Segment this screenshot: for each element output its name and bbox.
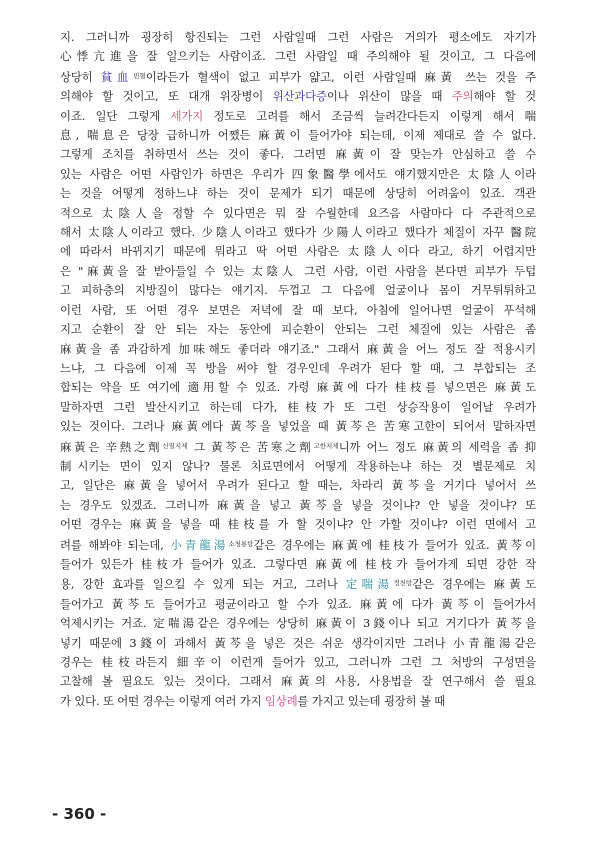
- text-line: [60, 672, 536, 691]
- text-segment: 경우는 桂枝라든지 細辛이 이런게 들어가 있고, 그러니까 그런 그 처방의 구성면을: [60, 655, 536, 669]
- text-segment: 같은 경우에는 麻黃도: [412, 577, 536, 592]
- text-segment: 같은 경우에는 麻黃에 桂枝가 들어가 있죠. 黃芩이: [253, 537, 536, 552]
- text-segment: 는 것을 어떻게 정하느냐 하는 것이 문제가 되기 때문에 상당히 어려움이 있죠. 객관: [60, 186, 536, 201]
- text-line: [60, 555, 536, 574]
- text-line: [60, 496, 536, 515]
- text-segment: 그 黃芩은 苦寒之劑: [187, 439, 314, 454]
- text-segment: 고찰해 볼 필요도 있는 것이다. 그래서 麻黃의 사용, 사용법을 잘 연구해서 쓸 필요: [60, 674, 536, 689]
- text-line: [60, 223, 536, 242]
- text-segment: 있는 사람은 어떤 사람인가 하면은 우리가 四象醫學에서도 얘기했지만은 太陰人이라: [60, 166, 536, 181]
- text-segment: 어떤 경우는 麻黃을 넣을 때 桂枝를 가 할 것이냐? 안 가할 것이냐? 이런 면에서 고: [60, 517, 536, 532]
- text-segment: 상당히: [60, 69, 101, 84]
- highlighted-term: 임상례: [264, 693, 298, 708]
- text-segment: 고 피하층의 지방질이 많다는 얘기지. 두껍고 그 다음에 얼굴이나 몸이 거무튀튀하고: [60, 283, 536, 298]
- text-line: [60, 242, 536, 261]
- text-line: [60, 301, 536, 320]
- text-line: [60, 184, 536, 203]
- text-line: [60, 476, 536, 495]
- text-line: [60, 692, 536, 711]
- text-segment: 고, 일단은 麻黃을 넣어서 우려가 된다고 할 때는, 차라리 黃芩을 거기다 넣어서 쓰: [60, 478, 536, 493]
- text-segment: 말하자면 그런 발산시키고 하는데 다가, 桂枝가 또 그런 상승작용이 일어날 우려가: [60, 399, 536, 414]
- text-line: [60, 126, 536, 145]
- text-segment: 麻黃을 좀 과감하게 加味해도 좋더라 얘기죠." 그래서 麻黃을 어느 정도 잘 적용시키: [60, 341, 536, 356]
- text-segment: 制시키는 면이 있지 않나? 물론 치료면에서 어떻게 작용하는냐 하는 것 별문제로 치: [60, 458, 536, 473]
- text-segment: 합되는 약을 또 여기에 適用할 수 있죠. 가령 麻黃에 다가 桂枝를 넣으면은 麻黃도: [60, 380, 536, 395]
- text-line: [60, 340, 536, 359]
- text-segment: 이라든가 혈색이 없고 피부가 얇고, 이런 사람일때 麻黃 쓰는 것을 주: [145, 69, 536, 84]
- text-line: [60, 417, 536, 436]
- highlighted-term: 위산과다증: [272, 89, 327, 104]
- text-segment: 息, 喘息은 당장 급하니까 어쨌든 麻黃이 들어가야 되는데, 이제 제대로 쓸 수 없다.: [60, 128, 536, 143]
- text-segment: 를 가지고 있는데 굉장히 볼 때: [297, 693, 446, 708]
- text-segment: 그렇게 조치를 취하면서 쓰는 것이 좋다. 그러면 麻黃이 잘 맞는가 안심하고 쓸 수: [60, 147, 536, 162]
- text-line: [60, 515, 536, 534]
- text-line: [60, 262, 536, 281]
- text-line: [60, 378, 536, 397]
- text-segment: 이나 위산이 많을 때: [326, 89, 452, 104]
- text-segment: 의해야 할 것이고, 또 대개 위장병이: [60, 89, 273, 104]
- highlighted-term: 주의: [451, 89, 474, 104]
- text-segment: 정도로 고려를 해서 조금씩 늘려간다든지 이렇게 해서 喘: [203, 108, 536, 123]
- text-segment: 느냐, 그 다음에 이제 꼭 방을 써야 할 경우인데 우려가 된다 할 때, 그 부합되는 조: [60, 360, 536, 375]
- reading-annotation: 정천탕: [393, 579, 413, 588]
- text-segment: 용, 강한 효과를 일으킬 수 있게 되는 거고, 그러나: [60, 577, 346, 592]
- text-line: [60, 535, 536, 555]
- highlighted-term: 貧血: [100, 69, 134, 84]
- text-segment: 이런 사람, 또 어떤 경우 보면은 저녁에 잘 때 보다, 아침에 일어나면 얼굴이 푸석해: [60, 302, 536, 317]
- text-line: [60, 28, 536, 47]
- highlighted-term: 小青龍湯: [170, 537, 229, 552]
- text-segment: 억제시키는 거죠. 定喘湯같은 경우에는 상당히 麻黃이 3錢이나 되고 거기다가 黃芩을: [60, 616, 536, 631]
- highlighted-term: 定喘湯: [345, 577, 394, 592]
- text-line: [60, 457, 536, 476]
- text-line: [60, 320, 536, 339]
- reading-annotation: 고한지제: [313, 441, 339, 450]
- text-segment: 은 "麻黃을 잘 받아들일 수 있는 太陰人 그런 사람, 이런 사람을 본다면 피부가 두텁: [60, 263, 536, 278]
- text-segment: 에 따라서 바뀌지기 때문에 뭐라고 딱 어떤 사람은 太陰人이다 라고, 하기 어렵지만: [60, 244, 536, 259]
- reading-annotation: 소청룡탕: [228, 539, 254, 548]
- text-segment: 心悸亢進을 잘 일으키는 사람이죠. 그런 사람일 때 주의해야 될 것이고, 그 다음에: [60, 49, 536, 64]
- body-text: [60, 28, 536, 711]
- highlighted-term: 세가지: [170, 108, 204, 123]
- text-segment: 해서 太陰人이라고 했다. 少陰人이라고 했다가 少陽人이라고 했다가 체질이 자꾸 醫院: [60, 225, 536, 240]
- text-line: [60, 595, 536, 614]
- text-segment: 려를 해봐야 되는데,: [60, 537, 171, 552]
- text-segment: 넣기 때문에 3錢이 과해서 黃芩을 넣은 것은 쉬운 생각이지만 그러나 小青龍湯같은: [60, 635, 536, 650]
- text-line: [60, 437, 536, 457]
- text-line: [60, 634, 536, 653]
- text-segment: 해야 할 것: [473, 89, 536, 104]
- text-line: [60, 653, 536, 672]
- text-segment: 니까 어느 정도 麻黃의 세력을 좀 抑: [338, 439, 536, 454]
- text-segment: 지. 그러니까 굉장히 항진되는 그런 사람일때 그런 사람은 거의가 평소에도 자기가: [60, 30, 536, 44]
- text-line: [60, 204, 536, 223]
- text-segment: 들어가고 黃芩도 들어가고 평균이라고 할 수가 있죠. 麻黃에 다가 黃芩이 들어가서: [60, 596, 536, 611]
- text-segment: 적으로 太陰人을 정할 수 있다면은 뭐 잘 수월한데 요즈음 사람마다 다 주관적으로: [60, 205, 536, 220]
- text-line: [60, 87, 536, 106]
- text-line: [60, 165, 536, 184]
- text-line: [60, 359, 536, 378]
- text-segment: 있는 것이다. 그러나 麻黃에다 黃芩을 넣었을 때 黃芩은 苦寒고한이 되어서 말하자면: [60, 419, 536, 434]
- text-segment: 지고 순환이 잘 안 되는 자는 동안에 피순환이 안되는 그런 체질에 있는 사람은 좀: [60, 322, 536, 337]
- page-number: - 360 -: [52, 805, 107, 823]
- text-line: [60, 614, 536, 633]
- reading-annotation: 신열지제: [162, 441, 188, 450]
- text-line: [60, 281, 536, 300]
- text-line: [60, 67, 536, 87]
- text-segment: 가 있다. 또 어떤 경우는 이렇게 여러 가지: [60, 693, 265, 708]
- text-segment: 이죠. 일단 그렇게: [60, 108, 171, 123]
- text-line: [60, 145, 536, 164]
- reading-annotation: 빈혈: [133, 71, 146, 80]
- text-line: [60, 107, 536, 126]
- text-segment: 는 경우도 있겠죠. 그러니까 麻黃을 넣고 黃芩을 넣을 것이냐? 안 넣을 것이냐? 또: [60, 497, 536, 512]
- text-line: [60, 398, 536, 417]
- text-line: [60, 47, 536, 66]
- text-line: [60, 574, 536, 594]
- text-segment: 들어가 있든가 桂枝가 들어가 있죠. 그렇다면 麻黃에 桂枝가 들어가게 되면 강한 작: [60, 556, 536, 571]
- text-segment: 麻黃은 辛熱之劑: [60, 439, 163, 454]
